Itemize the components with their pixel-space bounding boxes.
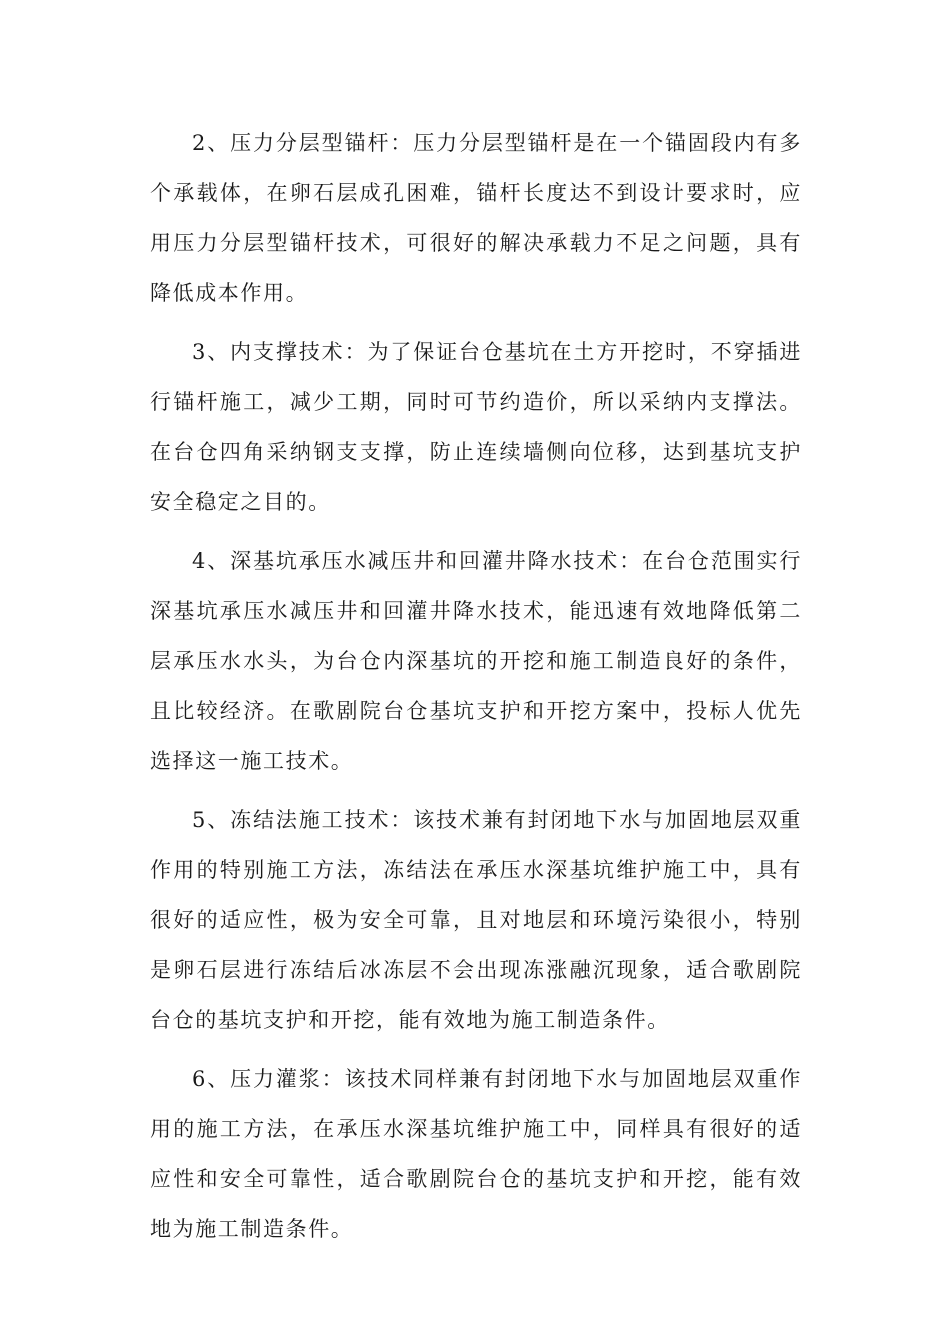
- paragraph-inner-support: 3、内支撑技术：为了保证台仓基坑在土方开挖时，不穿插进行锚杆施工，减少工期，同时可节约造价，所以采纳内支撑法。在台仓四角采纳钢支支撑，防止连续墙侧向位移，达到基坑支护安全稳定之目的。: [150, 340, 802, 514]
- paragraph-pressure-anchor: 2、压力分层型锚杆：压力分层型锚杆是在一个锚固段内有多个承载体，在卵石层成孔困难，锚杆长度达不到设计要求时，应用压力分层型锚杆技术，可很好的解决承载力不足之问题，具有降低成本作用。: [150, 131, 802, 305]
- paragraph-dewatering: 4、深基坑承压水减压井和回灌井降水技术：在台仓范围实行深基坑承压水减压井和回灌井降水技术，能迅速有效地降低第二层承压水水头，为台仓内深基坑的开挖和施工制造良好的条件，且比较经济。在歌剧院台仓基坑支护和开挖方案中，投标人优先选择这一施工技术。: [150, 549, 802, 773]
- paragraph-freezing-method: 5、冻结法施工技术：该技术兼有封闭地下水与加固地层双重作用的特别施工方法，冻结法在承压水深基坑维护施工中，具有很好的适应性，极为安全可靠，且对地层和环境污染很小，特别是卵石层进行冻结后冰冻层不会出现冻涨融沉现象，适合歌剧院台仓的基坑支护和开挖，能有效地为施工制造条件。: [150, 808, 802, 1032]
- document-page: [150, 118, 802, 1254]
- paragraph-pressure-grouting: 6、压力灌浆：该技术同样兼有封闭地下水与加固地层双重作用的施工方法，在承压水深基坑维护施工中，同样具有很好的适应性和安全可靠性，适合歌剧院台仓的基坑支护和开挖，能有效地为施工制造条件。: [150, 1067, 802, 1241]
